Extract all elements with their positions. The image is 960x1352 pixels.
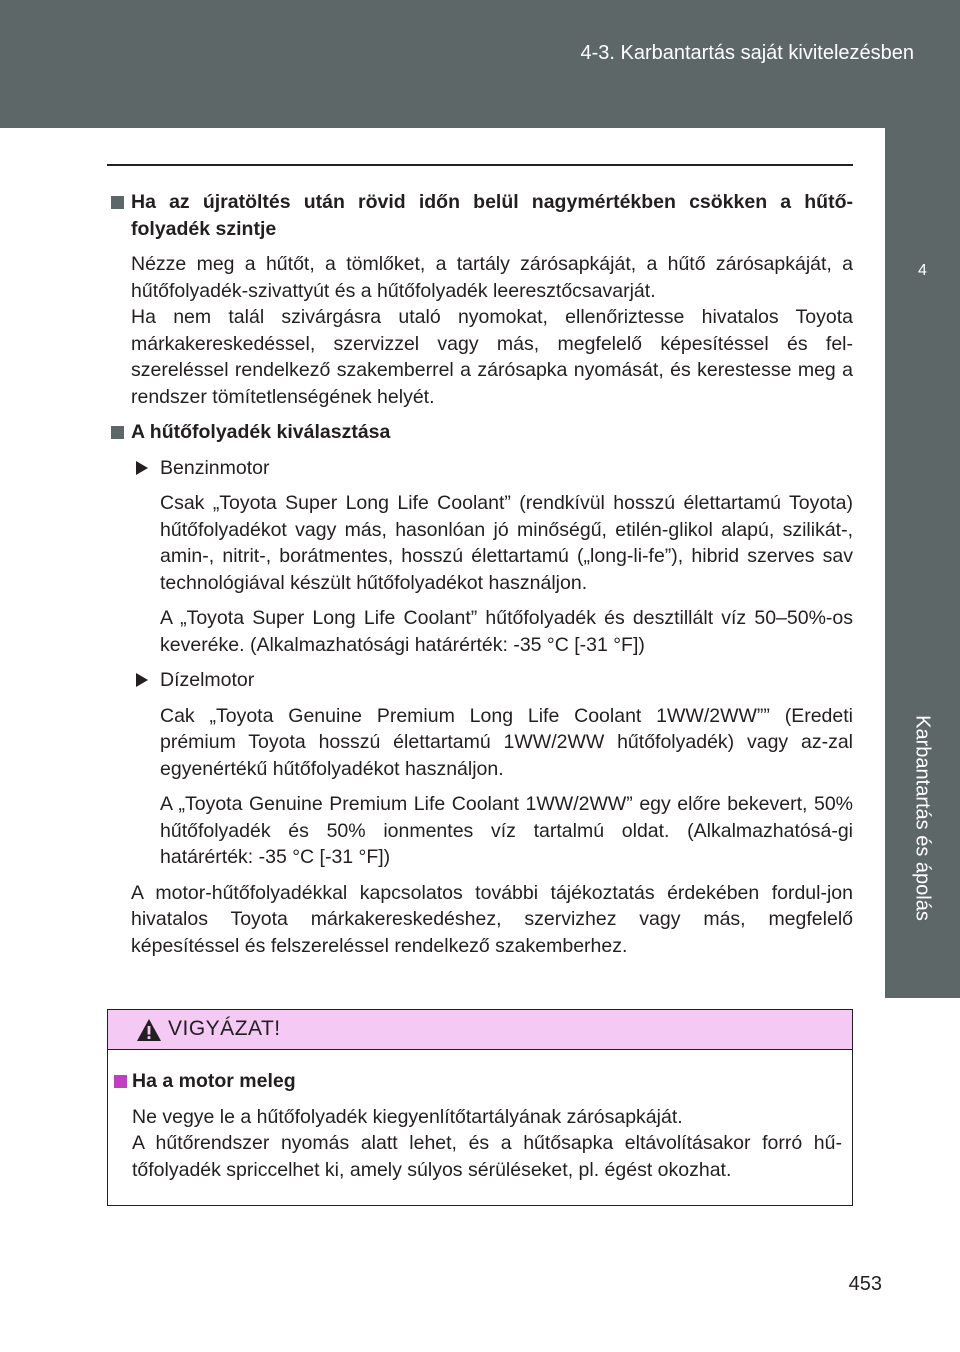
subheading-label: Dízelmotor	[160, 669, 255, 691]
paragraph: A motor-hűtőfolyadékkal kapcsolatos további tájékoztatás érdekében fordul-jon hivatalos Toyota márkakereskedéshez, szervizhez vagy más, megfelelő képesítéssel és felszereléssel rendelkező szakemberhez.	[131, 881, 853, 957]
square-bullet-icon	[111, 196, 124, 209]
chapter-label: Karbantartás és ápolás	[911, 715, 934, 921]
caution-title: VIGYÁZAT!	[168, 1017, 281, 1040]
paragraph: A „Toyota Super Long Life Coolant” hűtőfolyadék és desztillált víz 50–50%-os keveréke. (Alkalmazhatósági határérték: -35 °C [-31 °F])	[160, 607, 853, 656]
paragraph: Cak „Toyota Genuine Premium Long Life Coolant 1WW/2WW”” (Eredeti prémium Toyota hosszú élettartamú 1WW/2WW hűtőfolyadék) vagy az-zal egyenértékű hűtőfolyadékot használjon.	[160, 704, 853, 780]
paragraph: Ne vegye le a hűtőfolyadék kiegyenlítőtartályának zárósapkáját.	[132, 1105, 683, 1128]
section-heading-refill: Ha az újratöltés után rövid időn belül nagymértékben csökken a hűtő-folyadék szintje	[107, 189, 853, 242]
arrow-right-icon	[136, 461, 148, 475]
caution-header	[108, 1010, 852, 1050]
caution-body	[108, 1050, 852, 1183]
paragraph: Ha nem talál szivárgásra utaló nyomokat, ellenőriztesse hivatalos Toyota márkakereskedéssel, szervizzel vagy más, megfelelő képesítéssel és fel-szereléssel rendelkező szakemberrel a zárósapka nyomását, és kerestesse meg a rendszer tömítetlenségének helyét.	[131, 306, 853, 408]
main-content	[107, 189, 853, 959]
caution-box	[107, 1009, 853, 1206]
paragraph: A „Toyota Genuine Premium Life Coolant 1WW/2WW” egy előre bekevert, 50% hűtőfolyadék és 50% ionmentes víz tartalmú oldat. (Alkalmazhatósá-gi határérték: -35 °C [-31 °F])	[160, 793, 853, 868]
chapter-number: 4	[918, 262, 927, 279]
subheading-petrol	[107, 455, 853, 482]
page-number: 453	[848, 1273, 882, 1295]
paragraph: A hűtőrendszer nyomás alatt lehet, és a hűtősapka eltávolításakor forró hű-tőfolyadék spriccelhet ki, amely súlyos sérüléseket, pl. égést okozhat.	[132, 1132, 842, 1181]
square-bullet-icon	[114, 1075, 127, 1088]
section-heading-coolant-selection: A hűtőfolyadék kiválasztása	[107, 419, 853, 446]
caution-heading: Ha a motor meleg	[108, 1068, 842, 1095]
subheading-label: Benzinmotor	[160, 456, 270, 479]
square-bullet-icon	[111, 426, 124, 439]
paragraph: Csak „Toyota Super Long Life Coolant” (rendkívül hosszú élettartamú Toyota) hűtőfolyadékot vagy más, hasonlóan jó minőségű, etilén-glikol alapú, szilikát-, amin-, nitrit-, borátmentes, hosszú élettartamú („long-li-fe”), hibrid szerves sav technológiával készült hűtőfolyadékot használjon.	[160, 492, 853, 594]
chapter-side-tab	[885, 128, 960, 998]
subheading-diesel	[107, 667, 853, 694]
header-band	[0, 0, 960, 128]
paragraph: Nézze meg a hűtőt, a tömlőket, a tartály zárósapkáját, a hűtő zárósapkáját, a hűtőfolyadék-szivattyút és a hűtőfolyadék leeresztőcsavarját.	[131, 253, 853, 302]
arrow-right-icon	[136, 673, 148, 687]
warning-triangle-icon	[136, 1018, 162, 1042]
top-divider	[107, 164, 853, 166]
section-title: 4-3. Karbantartás saját kivitelezésben	[580, 42, 914, 64]
